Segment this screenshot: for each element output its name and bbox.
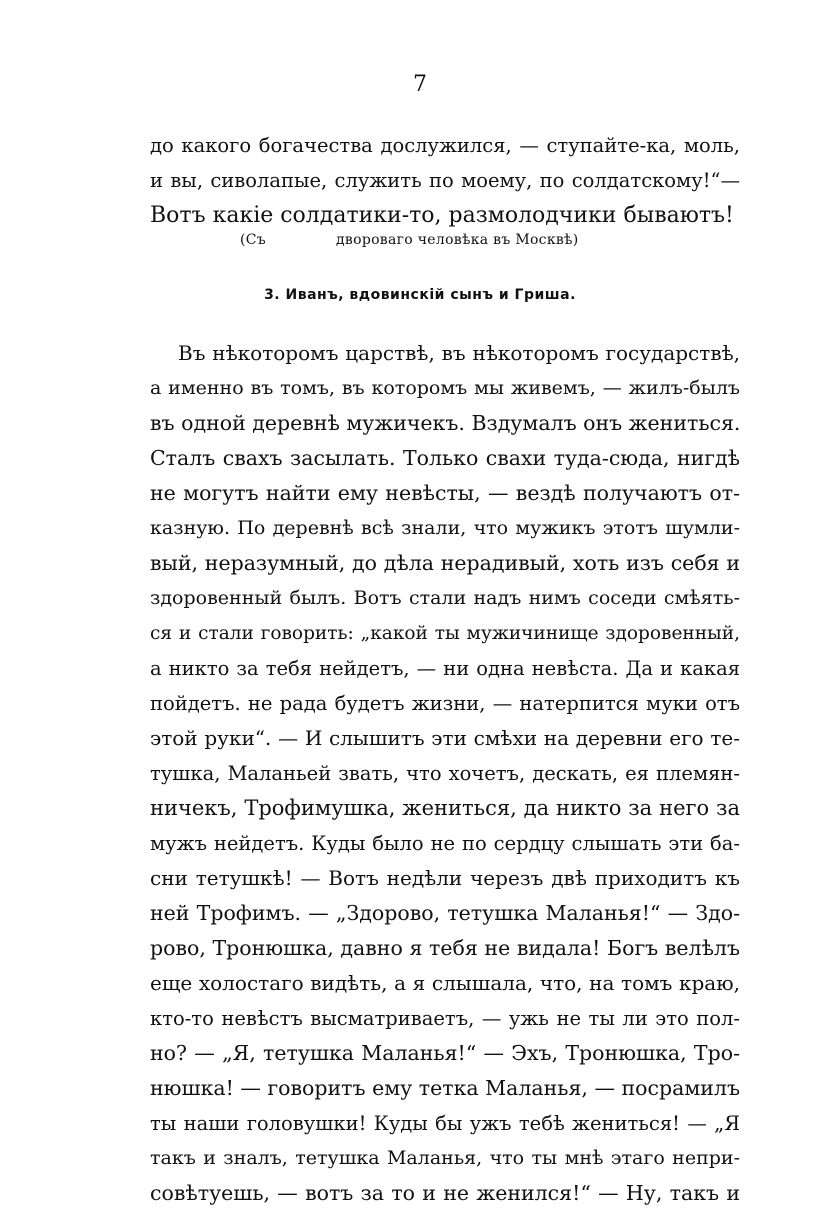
attribution-part-1: (Съ: [240, 232, 266, 248]
text-line: не могутъ найти ему невѣсты, — вездѣ получаютъ от-: [150, 481, 740, 505]
text-line: вый, неразумный, до дѣла нерадивый, хоть изъ себя и: [150, 551, 740, 575]
text-line: ты наши головушки! Куды бы ужъ тебѣ жениться! — „Я: [150, 1112, 740, 1135]
text-line: нюшка! — говоритъ ему тетка Маланья, — посрамилъ: [150, 1076, 740, 1100]
text-line: Въ нѣкоторомъ царствѣ, въ нѣкоторомъ государствѣ,: [178, 341, 740, 365]
text-line: тушка, Маланьей звать, что хочетъ, дескать, ея племян-: [150, 762, 740, 785]
text-line: Сталъ свахъ засылать. Только свахи туда-сюда, нигдѣ: [150, 446, 740, 470]
text-line: до какого богачества дослужился, — ступайте-ка, моль,: [150, 134, 740, 157]
text-line: ничекъ, Трофимушка, жениться, да никто за него за: [150, 796, 740, 820]
page-number: 7: [413, 72, 427, 97]
text-line: но? — „Я, тетушка Маланья!“ — Эхъ, Тронюшка, Тро-: [150, 1041, 740, 1065]
text-line: этой руки“. — И слышитъ эти смѣхи на деревни его те-: [150, 726, 740, 750]
text-line: ней Трофимъ. — „Здорово, тетушка Маланья!“ — Здо-: [150, 901, 740, 925]
text-line: совѣтуешь, — вотъ за то и не женился!“ — Ну, такъ и: [150, 1181, 740, 1205]
text-line: мужъ нейдетъ. Куды было не по сердцу слышать эти ба-: [150, 832, 740, 855]
text-line: ся и стали говорить: „какой ты мужичинище здоровенный,: [150, 623, 740, 644]
text-line: и вы, сиволапые, служить по моему, по солдатскому!“—: [150, 169, 740, 192]
text-line: еще холостаго видѣть, а я слышала, что, на томъ краю,: [150, 971, 740, 995]
section-title: 3. Иванъ, вдовинскій сынъ и Гриша.: [264, 287, 576, 303]
text-line: такъ и зналъ, тетушка Маланья, что ты мнѣ этаго непри-: [150, 1147, 740, 1169]
previous-story-ending: [150, 128, 740, 233]
text-line: въ одной деревнѣ мужичекъ. Вздумалъ онъ жениться.: [150, 411, 741, 435]
text-line: а именно въ томъ, въ которомъ мы живемъ, — жилъ-былъ: [150, 377, 740, 399]
text-line: пойдетъ. не рада будетъ жизни, — натерпится муки отъ: [150, 692, 740, 715]
text-line: кто-то невѣстъ высматриваетъ, — ужь не ты ли это пол-: [150, 1007, 740, 1030]
text-line: Вотъ какіе солдатики-то, размолодчики бываютъ!: [150, 203, 734, 228]
text-line: здоровенный былъ. Вотъ стали надъ нимъ соседи смѣять-: [150, 587, 740, 609]
text-line: рово, Тронюшка, давно я тебя не видала! Богъ велѣлъ: [150, 936, 740, 960]
text-line: сни тетушкѣ! — Вотъ недѣли черезъ двѣ приходитъ къ: [150, 866, 740, 890]
attribution-part-2: двороваго человѣка въ Москвѣ): [335, 232, 579, 248]
text-line: казную. По деревнѣ всѣ знали, что мужикъ этотъ шумли-: [150, 517, 740, 539]
source-attribution: [240, 232, 640, 248]
text-line: а никто за тебя нейдетъ, — ни одна невѣста. Да и какая: [150, 657, 740, 680]
story-body: [150, 336, 740, 1211]
